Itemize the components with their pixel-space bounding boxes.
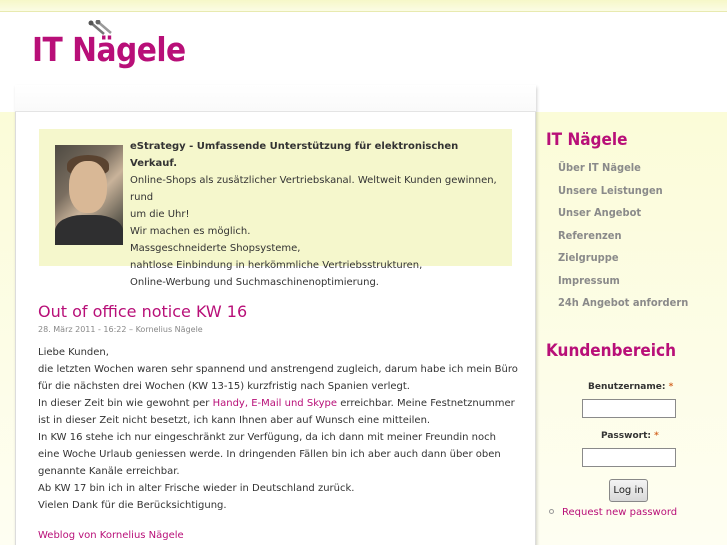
- post-paragraph: Vielen Dank für die Berücksichtigung.: [38, 500, 227, 511]
- intro-text: [130, 138, 506, 291]
- username-label: [588, 382, 673, 392]
- handy-link[interactable]: Handy: [212, 398, 245, 409]
- intro-line: Massgeschneiderte Shopsysteme,: [130, 243, 301, 254]
- separator-text: ,: [244, 398, 252, 409]
- menu-item-referenzen[interactable]: Referenzen: [558, 228, 622, 242]
- menu-item-leistungen[interactable]: Unsere Leistungen: [558, 183, 663, 197]
- request-password-item: [549, 507, 677, 518]
- menu-item-ueber[interactable]: Über IT Nägele: [558, 161, 641, 174]
- post-paragraph: In KW 16 stehe ich nur eingeschränkt zur Verfügung, da ich dann mit meiner Freundin noch eine Woche Urlaub geniessen werde. In dringenden Fällen bin ich aber auch dann über oben genannte Kanäle erreichbar.: [38, 432, 501, 477]
- post-paragraph: [38, 395, 518, 429]
- post-text: erreichbar. Meine Festnetznummer ist in dieser Zeit nicht besetzt, ich kann Ihnen aber auf Wunsch eine mitteilen.: [38, 398, 515, 426]
- post-meta: 28. März 2011 - 16:22 – Kornelius Nägele: [38, 325, 203, 334]
- sidebar-title: IT Nägele: [546, 130, 628, 150]
- menu-item-angebot-anfordern[interactable]: 24h Angebot anfordern: [558, 296, 689, 309]
- intro-line: Wir machen es möglich.: [130, 226, 251, 237]
- post-paragraph: die letzten Wochen waren sehr spannend und anstrengend zugleich, darum habe ich mein Büro für die nächsten drei Wochen (KW 13-15) kurzfristig nach Spanien verlegt.: [38, 364, 518, 392]
- menu-item-angebot[interactable]: Unser Angebot: [558, 206, 642, 219]
- intro-line: nahtlose Einbindung in herkömmliche Vertriebsstrukturen,: [130, 260, 423, 271]
- password-input[interactable]: [582, 448, 676, 467]
- username-input[interactable]: [582, 399, 676, 418]
- intro-line: Online-Werbung und Suchmaschinenoptimierung.: [130, 277, 379, 288]
- post-paragraph: Ab KW 17 bin ich in alter Frische wieder in Deutschland zurück.: [38, 483, 355, 494]
- login-button[interactable]: Log in: [609, 479, 648, 502]
- separator-text: und: [281, 398, 307, 409]
- weblog-link[interactable]: Weblog von Kornelius Nägele: [38, 530, 184, 541]
- content-header-bar: [15, 85, 536, 112]
- menu-item-zielgruppe[interactable]: Zielgruppe: [558, 251, 619, 264]
- password-label-text: Passwort:: [601, 431, 651, 441]
- post-body: [38, 344, 518, 514]
- bullet-icon: [549, 509, 554, 514]
- post-title-link[interactable]: Out of office notice KW 16: [38, 302, 248, 321]
- intro-line: Online-Shops als zusätzlicher Vertriebskanal. Weltweit Kunden gewinnen, rund: [130, 175, 497, 203]
- author-photo: [55, 145, 123, 245]
- password-label: [601, 431, 659, 441]
- intro-box: [39, 129, 512, 288]
- intro-headline: eStrategy - Umfassende Unterstützung für elektronischen Verkauf.: [130, 141, 459, 169]
- username-label-text: Benutzername:: [588, 382, 666, 392]
- intro-line: um die Uhr!: [130, 209, 190, 220]
- logo-text: IT Nägele: [32, 30, 186, 69]
- login-title: Kundenbereich: [546, 341, 676, 361]
- top-strip: [0, 0, 727, 12]
- skype-link[interactable]: Skype: [306, 398, 338, 409]
- post-text: In dieser Zeit bin wie gewohnt per: [38, 398, 213, 409]
- email-link[interactable]: E-Mail: [251, 398, 282, 409]
- required-mark: *: [668, 382, 674, 392]
- request-password-link[interactable]: Request new password: [562, 507, 678, 518]
- post-greeting: Liebe Kunden,: [38, 347, 109, 358]
- site-logo[interactable]: [32, 30, 186, 80]
- menu-item-impressum[interactable]: Impressum: [558, 273, 620, 287]
- required-mark: *: [654, 431, 659, 441]
- nail-icon: [88, 20, 114, 38]
- sidebar-menu: [558, 161, 688, 319]
